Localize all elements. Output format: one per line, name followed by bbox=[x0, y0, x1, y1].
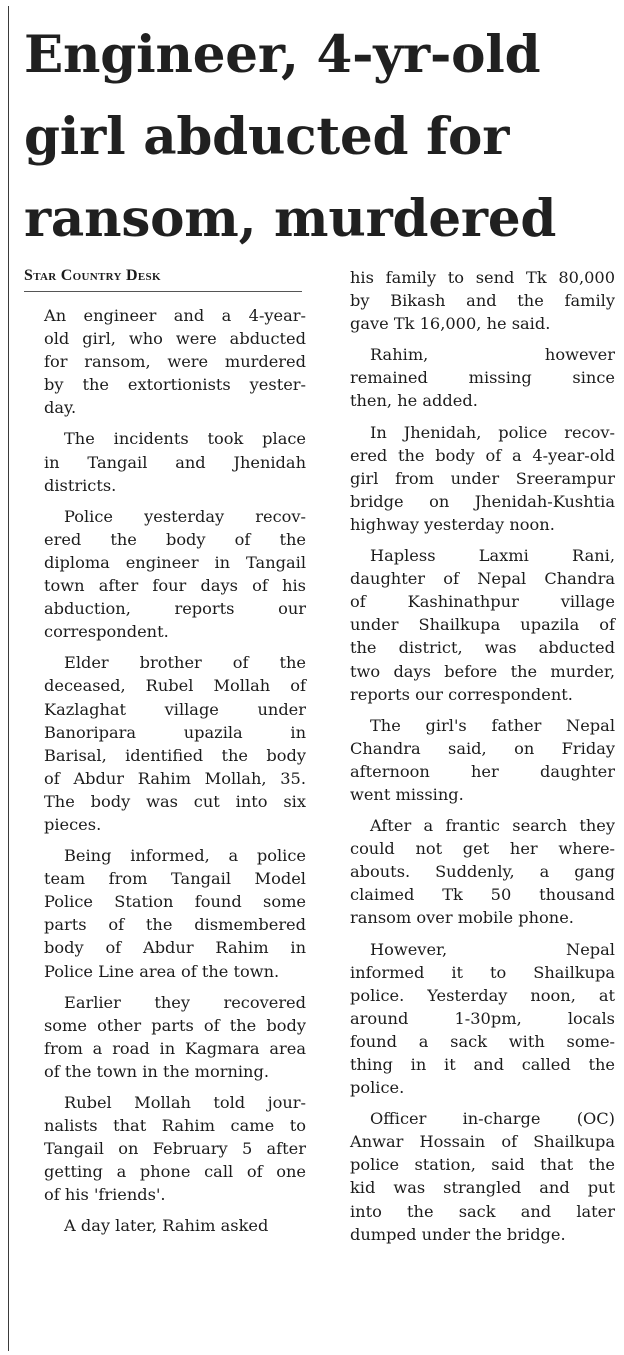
text-line: of his 'friends'. bbox=[44, 1185, 166, 1205]
paragraph bbox=[24, 1091, 306, 1206]
paragraph bbox=[24, 505, 306, 644]
text-line: team from Tangail Model bbox=[44, 869, 306, 889]
text-line: deceased, Rubel Mollah of bbox=[44, 676, 306, 696]
text-line: girl from under Sreerampur bbox=[350, 468, 615, 488]
text-line: police. Yesterday noon, at bbox=[350, 985, 615, 1005]
text-line: bridge on Jhenidah-Kushtia bbox=[350, 491, 615, 511]
text-line: Kazlaghat village under bbox=[44, 699, 306, 719]
paragraph bbox=[330, 938, 615, 1100]
text-line: Rubel Mollah told jour- bbox=[64, 1093, 306, 1112]
text-line: dumped under the bridge. bbox=[350, 1224, 566, 1244]
text-line: into the sack and later bbox=[350, 1201, 615, 1221]
text-line: Rahim, however bbox=[370, 345, 615, 365]
headline-line: Engineer, 4-yr-old bbox=[24, 25, 541, 85]
text-line: thing in it and called the bbox=[350, 1055, 615, 1074]
paragraph bbox=[330, 421, 615, 536]
text-line: body of Abdur Rahim in bbox=[44, 938, 306, 958]
article-column-right bbox=[330, 266, 615, 1254]
paragraph bbox=[330, 266, 615, 335]
text-line: could not get her where- bbox=[350, 839, 615, 859]
text-line: abduction, reports our bbox=[44, 599, 306, 619]
paragraph bbox=[24, 844, 306, 983]
text-line: police. bbox=[350, 1078, 405, 1098]
text-line: town after four days of his bbox=[44, 576, 306, 596]
text-line: then, he added. bbox=[350, 391, 478, 411]
text-line: claimed Tk 50 thousand bbox=[350, 885, 615, 905]
article-body-left bbox=[24, 304, 306, 1238]
text-line: nalists that Rahim came to bbox=[44, 1116, 306, 1136]
paragraph bbox=[24, 304, 306, 419]
text-line: The girl's father Nepal bbox=[370, 715, 615, 735]
text-line: After a frantic search they bbox=[370, 816, 615, 836]
text-line: of Kashinathpur village bbox=[350, 592, 615, 612]
text-line: Banoripara upazila in bbox=[44, 722, 306, 742]
paragraph bbox=[330, 1107, 615, 1246]
paragraph bbox=[24, 427, 306, 496]
column-rule bbox=[8, 6, 9, 1351]
text-line: under Shailkupa upazila of bbox=[350, 615, 615, 635]
text-line: Earlier they recovered bbox=[64, 992, 306, 1012]
text-line: in Tangail and Jhenidah bbox=[44, 452, 306, 472]
paragraph bbox=[24, 991, 306, 1083]
text-line: highway yesterday noon. bbox=[350, 514, 555, 534]
text-line: day. bbox=[44, 398, 77, 418]
text-line: daughter of Nepal Chandra bbox=[350, 569, 615, 589]
text-line: ransom over mobile phone. bbox=[350, 908, 574, 928]
text-line: reports our correspondent. bbox=[350, 684, 573, 704]
text-line: around 1-30pm, locals bbox=[350, 1008, 615, 1028]
text-line: the district, was abducted bbox=[350, 638, 615, 658]
text-line: Officer in-charge (OC) bbox=[370, 1109, 615, 1129]
text-line: went missing. bbox=[350, 784, 464, 804]
text-line: Tangail on February 5 after bbox=[44, 1139, 306, 1159]
text-line: Chandra said, on Friday bbox=[350, 738, 615, 758]
text-line: Police yesterday recov- bbox=[64, 506, 306, 526]
text-line: gave Tk 16,000, he said. bbox=[350, 314, 551, 334]
text-line: getting a phone call of one bbox=[44, 1162, 306, 1182]
text-line: some other parts of the body bbox=[44, 1015, 306, 1035]
text-line: ered the body of the bbox=[44, 529, 306, 549]
paragraph bbox=[330, 544, 615, 706]
text-line: kid was strangled and put bbox=[350, 1178, 615, 1198]
text-line: The body was cut into six bbox=[44, 791, 306, 811]
text-line: remained missing since bbox=[350, 368, 615, 388]
text-line: diploma engineer in Tangail bbox=[44, 552, 306, 572]
text-line: two days before the murder, bbox=[350, 661, 615, 681]
text-line: old girl, who were abducted bbox=[44, 329, 306, 349]
text-line: of the town in the morning. bbox=[44, 1061, 269, 1081]
text-line: However, Nepal bbox=[370, 939, 615, 959]
article-body-right bbox=[330, 266, 615, 1246]
headline-line: ransom, murdered bbox=[24, 189, 557, 249]
text-line: correspondent. bbox=[44, 622, 169, 642]
text-line: police station, said that the bbox=[350, 1155, 615, 1175]
text-line: by the extortionists yester- bbox=[44, 375, 306, 395]
text-line: districts. bbox=[44, 475, 117, 495]
text-line: Police Line area of the town. bbox=[44, 961, 280, 981]
byline: Star Country Desk bbox=[24, 261, 302, 292]
text-line: Police Station found some bbox=[44, 892, 306, 912]
text-line: by Bikash and the family bbox=[350, 291, 615, 311]
paragraph bbox=[24, 651, 306, 836]
text-line: of Abdur Rahim Mollah, 35. bbox=[44, 768, 306, 788]
paragraph bbox=[330, 814, 615, 929]
text-line: ered the body of a 4-year-old bbox=[350, 445, 615, 465]
text-line: Anwar Hossain of Shailkupa bbox=[350, 1132, 615, 1152]
text-line: parts of the dismembered bbox=[44, 915, 306, 935]
text-line: pieces. bbox=[44, 814, 102, 834]
text-line: Hapless Laxmi Rani, bbox=[370, 546, 615, 566]
text-line: In Jhenidah, police recov- bbox=[370, 422, 615, 442]
text-line: A day later, Rahim asked bbox=[64, 1216, 269, 1236]
paragraph bbox=[330, 714, 615, 806]
paragraph bbox=[24, 1214, 306, 1237]
text-line: The incidents took place bbox=[64, 429, 306, 449]
text-line: An engineer and a 4-year- bbox=[44, 306, 306, 325]
headline-line: girl abducted for bbox=[24, 107, 510, 167]
article-column-left bbox=[24, 266, 306, 1246]
text-line: Being informed, a police bbox=[64, 846, 306, 866]
text-line: found a sack with some- bbox=[350, 1031, 615, 1051]
text-line: afternoon her daughter bbox=[350, 761, 615, 781]
text-line: Elder brother of the bbox=[64, 653, 306, 673]
text-line: his family to send Tk 80,000 bbox=[350, 268, 615, 287]
text-line: for ransom, were murdered bbox=[44, 352, 306, 372]
text-line: abouts. Suddenly, a gang bbox=[350, 862, 615, 882]
headline bbox=[24, 14, 620, 260]
paragraph bbox=[330, 343, 615, 412]
text-line: from a road in Kagmara area bbox=[44, 1038, 306, 1058]
text-line: Barisal, identified the body bbox=[44, 745, 306, 765]
text-line: informed it to Shailkupa bbox=[350, 962, 615, 982]
